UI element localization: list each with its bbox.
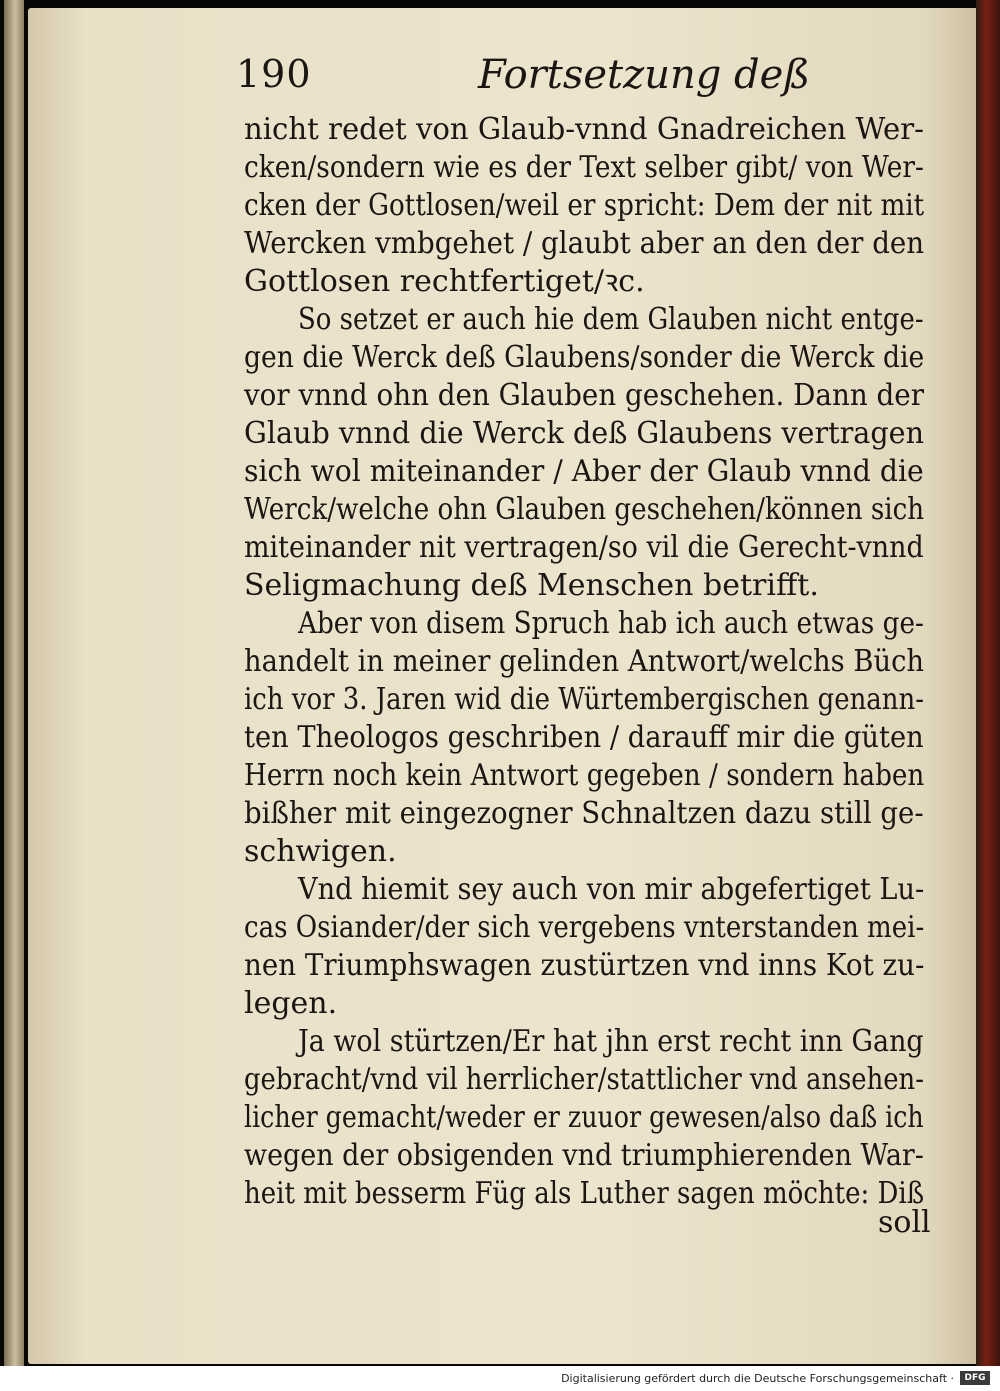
text-line: Ja wol stürtzen/Er hat jhn erst recht inn Gang [298,1024,924,1059]
text-line: Glaub vnnd die Werck deß Glaubens vertragen [244,416,925,451]
book-spine [976,0,1000,1366]
text-line: heit mit besserm Füg als Luther sagen möchte: Diß [244,1176,925,1211]
text-line: schwigen. [244,834,397,869]
text-line: handelt in meiner gelinden Antwort/welchs Büch [244,644,925,679]
text-line: Werck/welche ohn Glauben geschehen/können sich [244,492,925,527]
text-line: ten Theologos geschriben / darauff mir die güten [244,720,924,755]
text-line: Wercken vmbgehet / glaubt aber an den der den [244,226,925,261]
text-line: cken/sondern wie es der Text selber gibt/ von Wer- [244,150,924,185]
text-line: cken der Gottlosen/weil er spricht: Dem der nit mit [244,188,925,223]
text-line: sich wol miteinander / Aber der Glaub vnnd die [244,454,924,489]
text-line: Vnd hiemit sey auch von mir abgefertiget Lu- [298,872,925,907]
text-line: legen. [244,986,338,1021]
dfg-logo: DFG [960,1371,990,1385]
text-line: Gottlosen rechtfertiget/ꝛc. [244,264,645,299]
text-line: gen die Werck deß Glaubens/sonder die Werck die [244,340,925,375]
text-line: Herrn noch kein Antwort gegeben / sondern haben [244,758,925,793]
footer-bar [0,1366,1000,1391]
text-line: Aber von disem Spruch hab ich auch etwas ge- [298,606,924,641]
text-line: Seligmachung deß Menschen betrifft. [244,568,819,603]
text-line: gebracht/vnd vil herrlicher/stattlicher vnd ansehen- [244,1062,924,1097]
text-line: miteinander nit vertragen/so vil die Gerecht-vnnd [244,530,924,565]
running-head: Fortsetzung deß [478,52,811,98]
catchword: soll [878,1205,931,1240]
text-line: cas Osiander/der sich vergebens vnterstanden mei- [244,910,925,945]
funding-notice: Digitalisierung gefördert durch die Deutsche Forschungsgemeinschaft · [561,1372,954,1385]
text-line: vor vnnd ohn den Glauben geschehen. Dann der [244,378,924,413]
text-line: bißher mit eingezogner Schnaltzen dazu still ge- [244,796,924,831]
text-line: wegen der obsigenden vnd triumphierenden War- [244,1138,924,1173]
page-number: 190 [236,52,312,96]
text-line: licher gemacht/weder er zuuor gewesen/also daß ich [244,1100,924,1135]
text-line: nen Triumphswagen zustürtzen vnd inns Kot zu- [244,948,925,983]
text-line: So setzet er auch hie dem Glauben nicht entge- [298,302,924,337]
text-line: nicht redet von Glaub-vnnd Gnadreichen Wer- [244,112,925,147]
adjacent-page-edge [4,0,24,1366]
text-line: ich vor 3. Jaren wid die Würtembergischen genann- [244,682,924,717]
